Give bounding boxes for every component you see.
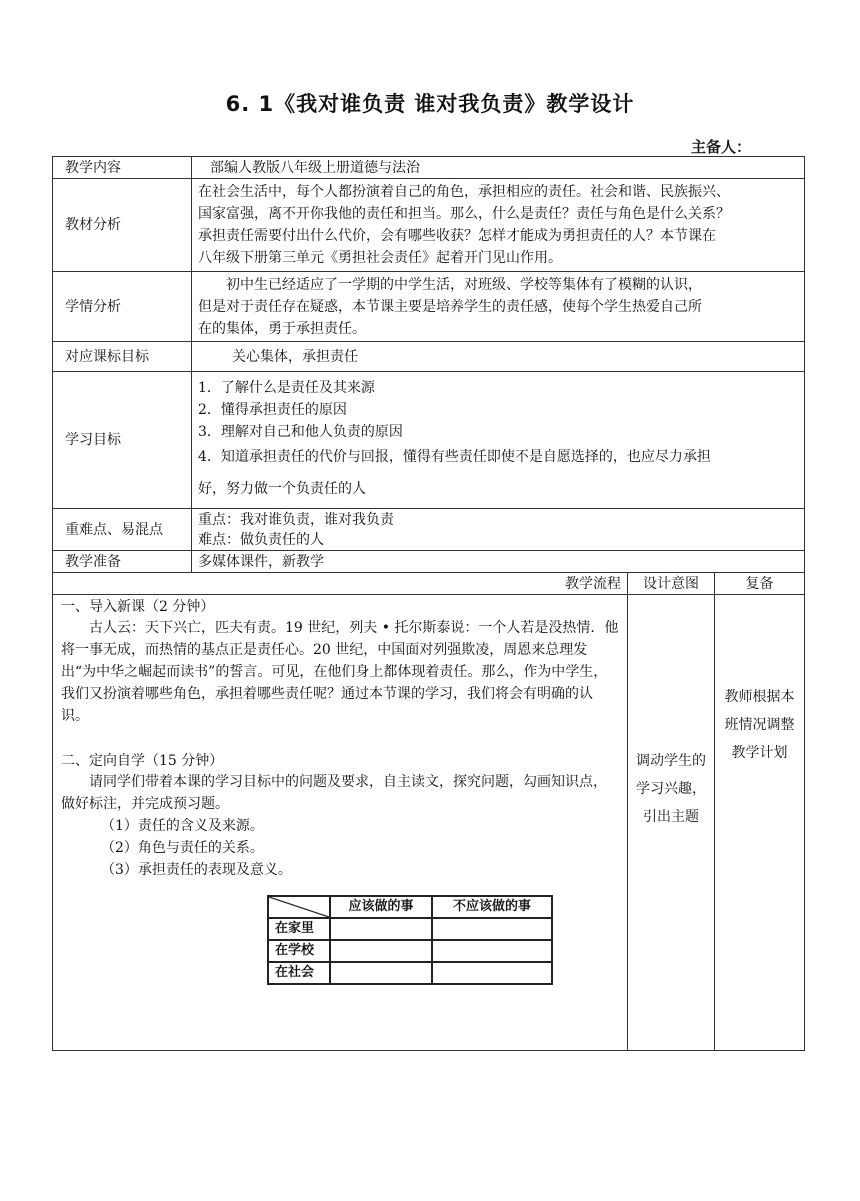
value-goals [192, 372, 805, 509]
row-standard [53, 342, 805, 372]
list-item: （3）承担责任的表现及意义。 [101, 862, 292, 878]
row-content [53, 157, 805, 179]
duty-cell [432, 962, 552, 984]
author-label: 主备人： [691, 138, 752, 156]
row-flow-headers [53, 573, 805, 595]
goal-item: 4．知道承担责任的代价与回报，懂得有些责任即使不是自愿选择的，也应尽力承担 [198, 449, 711, 465]
row-keypoints [53, 509, 805, 551]
duty-row [268, 962, 552, 984]
material-line: 承担责任需要付出什么代价，会有哪些收获？怎样才能成为勇担责任的人？本节课在 [198, 228, 716, 244]
students-line: 在的集体，勇于承担责任。 [198, 320, 366, 337]
duty-row [268, 940, 552, 962]
diagonal-header-cell [268, 896, 330, 918]
duty-row-label: 在社会 [268, 962, 330, 984]
goal-item: 好，努力做一个负责任的人 [198, 481, 366, 497]
duty-table [267, 895, 553, 985]
label-prep: 教学准备 [53, 551, 192, 573]
label-goals: 学习目标 [53, 372, 192, 509]
key-point: 重点：我对谁负责，谁对我负责 [198, 511, 394, 528]
value-content: 部编人教版八年级上册道德与法治 [192, 157, 805, 179]
students-line: 但是对于责任存在疑惑，本节课主要是培养学生的责任感，使每个学生热爱自己所 [198, 298, 702, 315]
material-line: 八年级下册第三单元《勇担社会责任》起着开门见山作用。 [198, 250, 562, 266]
difficult-point: 难点：做负责任的人 [198, 531, 324, 548]
goal-item: 1．了解什么是责任及其来源 [198, 380, 375, 396]
label-standard: 对应课标目标 [53, 342, 192, 372]
label-content: 教学内容 [53, 157, 192, 179]
students-line: 初中生已经适应了一学期的中学生活，对班级、学校等集体有了模糊的认识， [226, 276, 702, 293]
value-keypoints [192, 509, 805, 551]
section-paragraph: 古人云：天下兴亡，匹夫有责。19 世纪，列夫 • 托尔斯泰说：一个人若是没热情．他将一事无成，而热情的基点正是责任心。20 世纪，中国面对列强欺凌，周恩来总理发出“为中华之崛起而读书”的誓言。可见，在他们身上都体现着责任。那么，作为中学生，我们又扮演着哪些角色，承担着哪些责任呢？通过本节课的学习，我们将会有明确的认识。 [61, 620, 619, 724]
review-line: 教学计划 [731, 745, 788, 761]
header-intent: 设计意图 [628, 573, 715, 595]
row-students [53, 272, 805, 342]
duty-cell [432, 940, 552, 962]
label-keypoints: 重难点、易混点 [53, 509, 192, 551]
row-material [53, 179, 805, 272]
header-process: 教学流程 [53, 573, 628, 595]
intent-line: 学习兴趣， [636, 781, 706, 797]
duty-header: 应该做的事 [330, 896, 432, 918]
process-cell [53, 595, 628, 1051]
duty-table-header-row [268, 896, 552, 918]
header-review: 复备 [715, 573, 805, 595]
duty-cell [432, 918, 552, 940]
review-line: 班情况调整 [724, 717, 795, 733]
material-line: 国家富强，离不开你我他的责任和担当。那么，什么是责任？责任与角色是什么关系？ [198, 206, 730, 222]
intent-line: 调动学生的 [636, 753, 706, 769]
label-students: 学情分析 [53, 272, 192, 342]
duty-row-label: 在家里 [268, 918, 330, 940]
material-line: 在社会生活中，每个人都扮演着自己的角色，承担相应的责任。社会和谐、民族振兴、 [198, 184, 730, 200]
label-material: 教材分析 [53, 179, 192, 272]
goal-item: 3．理解对自己和他人负责的原因 [198, 424, 403, 440]
intent-line: 引出主题 [643, 809, 699, 825]
goal-item: 2．懂得承担责任的原因 [198, 402, 347, 418]
value-standard: 关心集体，承担责任 [192, 342, 805, 372]
row-process [53, 595, 805, 1051]
intent-cell [628, 595, 715, 1051]
duty-cell [330, 940, 432, 962]
value-material [192, 179, 805, 272]
section-title: 一、导入新课（2 分钟） [61, 599, 215, 615]
row-goals [53, 372, 805, 509]
review-line: 教师根据本 [724, 689, 795, 705]
lesson-plan-table [52, 156, 805, 1051]
value-students [192, 272, 805, 342]
list-item: （1）责任的含义及来源。 [101, 818, 264, 834]
review-cell [715, 595, 805, 1051]
duty-cell [330, 962, 432, 984]
section-paragraph: 请同学们带着本课的学习目标中的问题及要求，自主读文，探究问题，勾画知识点，做好标注，并完成预习题。 [61, 774, 607, 812]
list-item: （2）角色与责任的关系。 [101, 840, 264, 856]
page-title: 6. 1《我对谁负责 谁对我负责》教学设计 [225, 92, 635, 116]
duty-row-label: 在学校 [268, 940, 330, 962]
duty-header: 不应该做的事 [432, 896, 552, 918]
value-prep: 多媒体课件，新教学 [192, 551, 805, 573]
row-prep [53, 551, 805, 573]
duty-row [268, 918, 552, 940]
diagonal-line-icon [269, 897, 329, 917]
section-title: 二、定向自学（15 分钟） [61, 753, 224, 769]
duty-cell [330, 918, 432, 940]
